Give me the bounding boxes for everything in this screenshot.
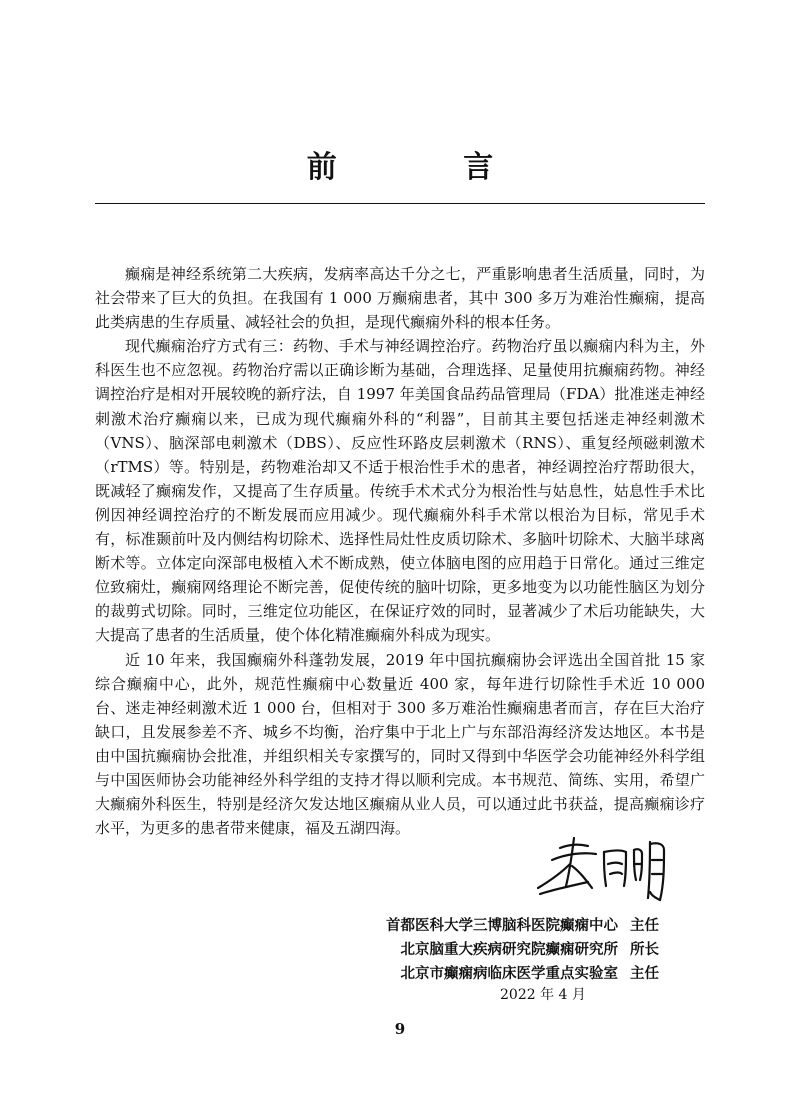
page-number: 9: [394, 1020, 406, 1038]
affiliation-line: [262, 962, 682, 986]
paragraph-1: 癫痫是神经系统第二大疾病，发病率高达千分之七，严重影响患者生活质量，同时，为社会带来了巨大的负担。在我国有 1 000 万癫痫患者，其中 300 多万为难治性癫痫，提高此类病患的生存质量、减轻社会的负担，是现代癫痫外科的根本任务。: [95, 265, 705, 332]
page-title: 前 言: [306, 150, 552, 185]
paragraph-3: 近 10 年来，我国癫痫外科蓬勃发展，2019 年中国抗癫痫协会评选出全国首批 15 家综合癫痫中心，此外，规范性癫痫中心数量近 400 家，每年进行切除性手术近 10 000 台、迷走神经刺激术近 1 000 台，但相对于 300 多万难治性癫痫患者而言，存在巨大治疗缺口，且发展参差不齐、城乡不均衡，治疗集中于北上广与东部沿海经济发达地区。本书是由中国抗癫痫协会批准，并组织相关专家撰写的，同时又得到中华医学会功能神经外科学组与中国医师协会功能神经外科学组的支持才得以顺利完成。本书规范、简练、实用，希望广大癫痫外科医生，特别是经济欠发达地区癫痫从业人员，可以通过此书获益，提高癫痫诊疗水平，为更多的患者带来健康，福及五湖四海。: [95, 650, 705, 838]
author-affiliations: [262, 914, 682, 986]
affiliation-role: 主任: [630, 918, 659, 934]
preface-body: [95, 262, 705, 840]
handwritten-signature: [530, 830, 680, 910]
affiliation-line: [262, 938, 682, 962]
paragraph-2: 现代癫痫治疗方式有三：药物、手术与神经调控治疗。药物治疗虽以癫痫内科为主，外科医生也不应忽视。药物治疗需以正确诊断为基础，合理选择、足量使用抗癫痫药物。神经调控治疗是相对开展较晚的新疗法，自 1997 年美国食品药品管理局（FDA）批准迷走神经刺激术治疗癫痫以来，已成为现代癫痫外科的“利器”，目前其主要包括迷走神经刺激术（VNS）、脑深部电刺激术（DBS）、反应性环路皮层刺激术（RNS）、重复经颅磁刺激术（rTMS）等。特别是，药物难治却又不适于根治性手术的患者，神经调控治疗帮助很大，既减轻了癫痫发作，又提高了生存质量。传统手术术式分为根治性与姑息性，姑息性手术比例因神经调控治疗的不断发展而应用减少。现代癫痫外科手术常以根治为目标，常见手术有，标准颞前叶及内侧结构切除术、选择性局灶性皮质切除术、多脑叶切除术、大脑半球离断术等。立体定向深部电极植入术不断成熟，使立体脑电图的应用趋于日常化。通过三维定位致痫灶，癫痫网络理论不断完善，促使传统的脑叶切除，更多地变为以功能性脑区为划分的裁剪式切除。同时，三维定位功能区，在保证疗效的同时，显著减少了术后功能缺失，大大提高了患者的生活质量，使个体化精准癫痫外科成为现实。: [95, 337, 705, 645]
affiliation-role: 主任: [630, 966, 659, 982]
affiliation-org: 北京脑重大疾病研究院癫痫研究所: [400, 942, 618, 958]
affiliation-role: 所长: [630, 942, 659, 958]
affiliation-org: 北京市癫痫病临床医学重点实验室: [400, 966, 618, 982]
preface-date: 2022 年 4 月: [500, 987, 586, 1003]
affiliation-org: 首都医科大学三博脑科医院癫痫中心: [386, 918, 618, 934]
affiliation-line: [262, 914, 682, 938]
title-divider: [95, 203, 705, 204]
